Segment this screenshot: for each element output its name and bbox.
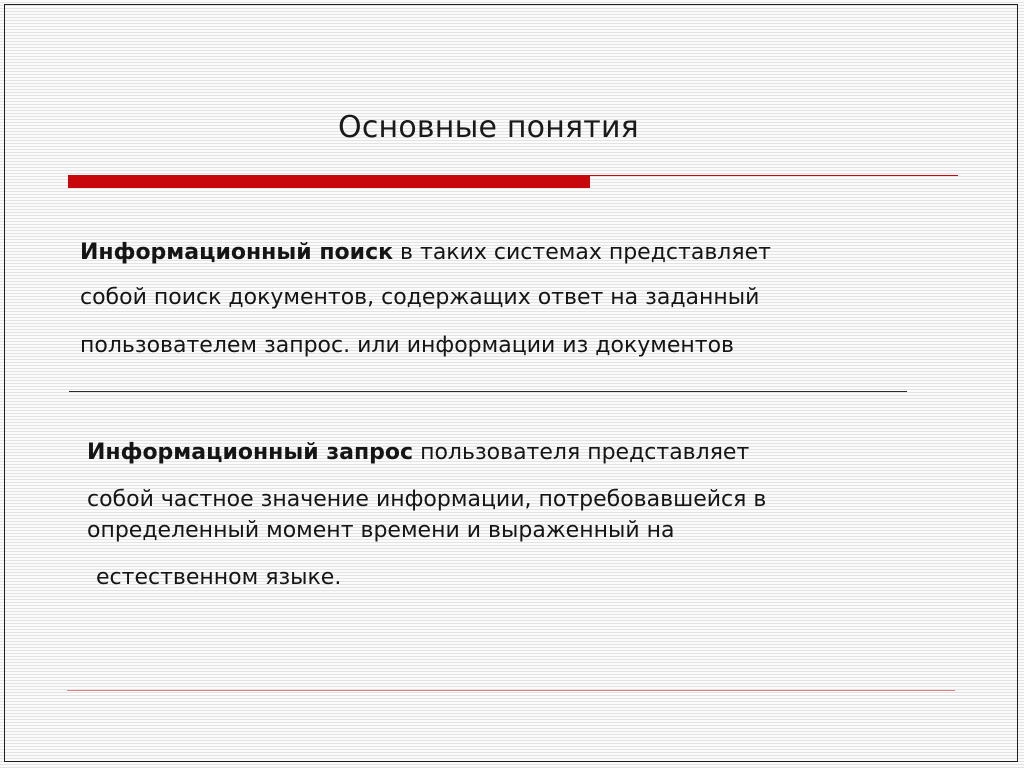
para1-line1 — [80, 240, 771, 265]
footer-rule — [67, 690, 955, 691]
slide-title: Основные понятия — [338, 110, 639, 145]
term-information-request: Информационный запрос — [87, 440, 414, 465]
para2-line1-text: пользователя представляет — [413, 440, 750, 465]
para2-line4: естественном языке. — [96, 565, 342, 590]
para1-line1-text: в таких системах представляет — [393, 240, 771, 265]
section-divider — [69, 391, 907, 392]
para1-line3: пользователем запрос. или информации из документов — [80, 333, 735, 358]
para1-line2: собой поиск документов, содержащих ответ на заданный — [80, 285, 760, 310]
title-underline-thick — [68, 175, 590, 188]
para2-line2: собой частное значение информации, потребовавшейся в — [87, 487, 767, 512]
para2-line3: определенный момент времени и выраженный на — [87, 518, 675, 543]
para2-line1 — [87, 440, 749, 465]
term-information-search: Информационный поиск — [80, 240, 394, 265]
title-underline-thin — [590, 175, 958, 176]
